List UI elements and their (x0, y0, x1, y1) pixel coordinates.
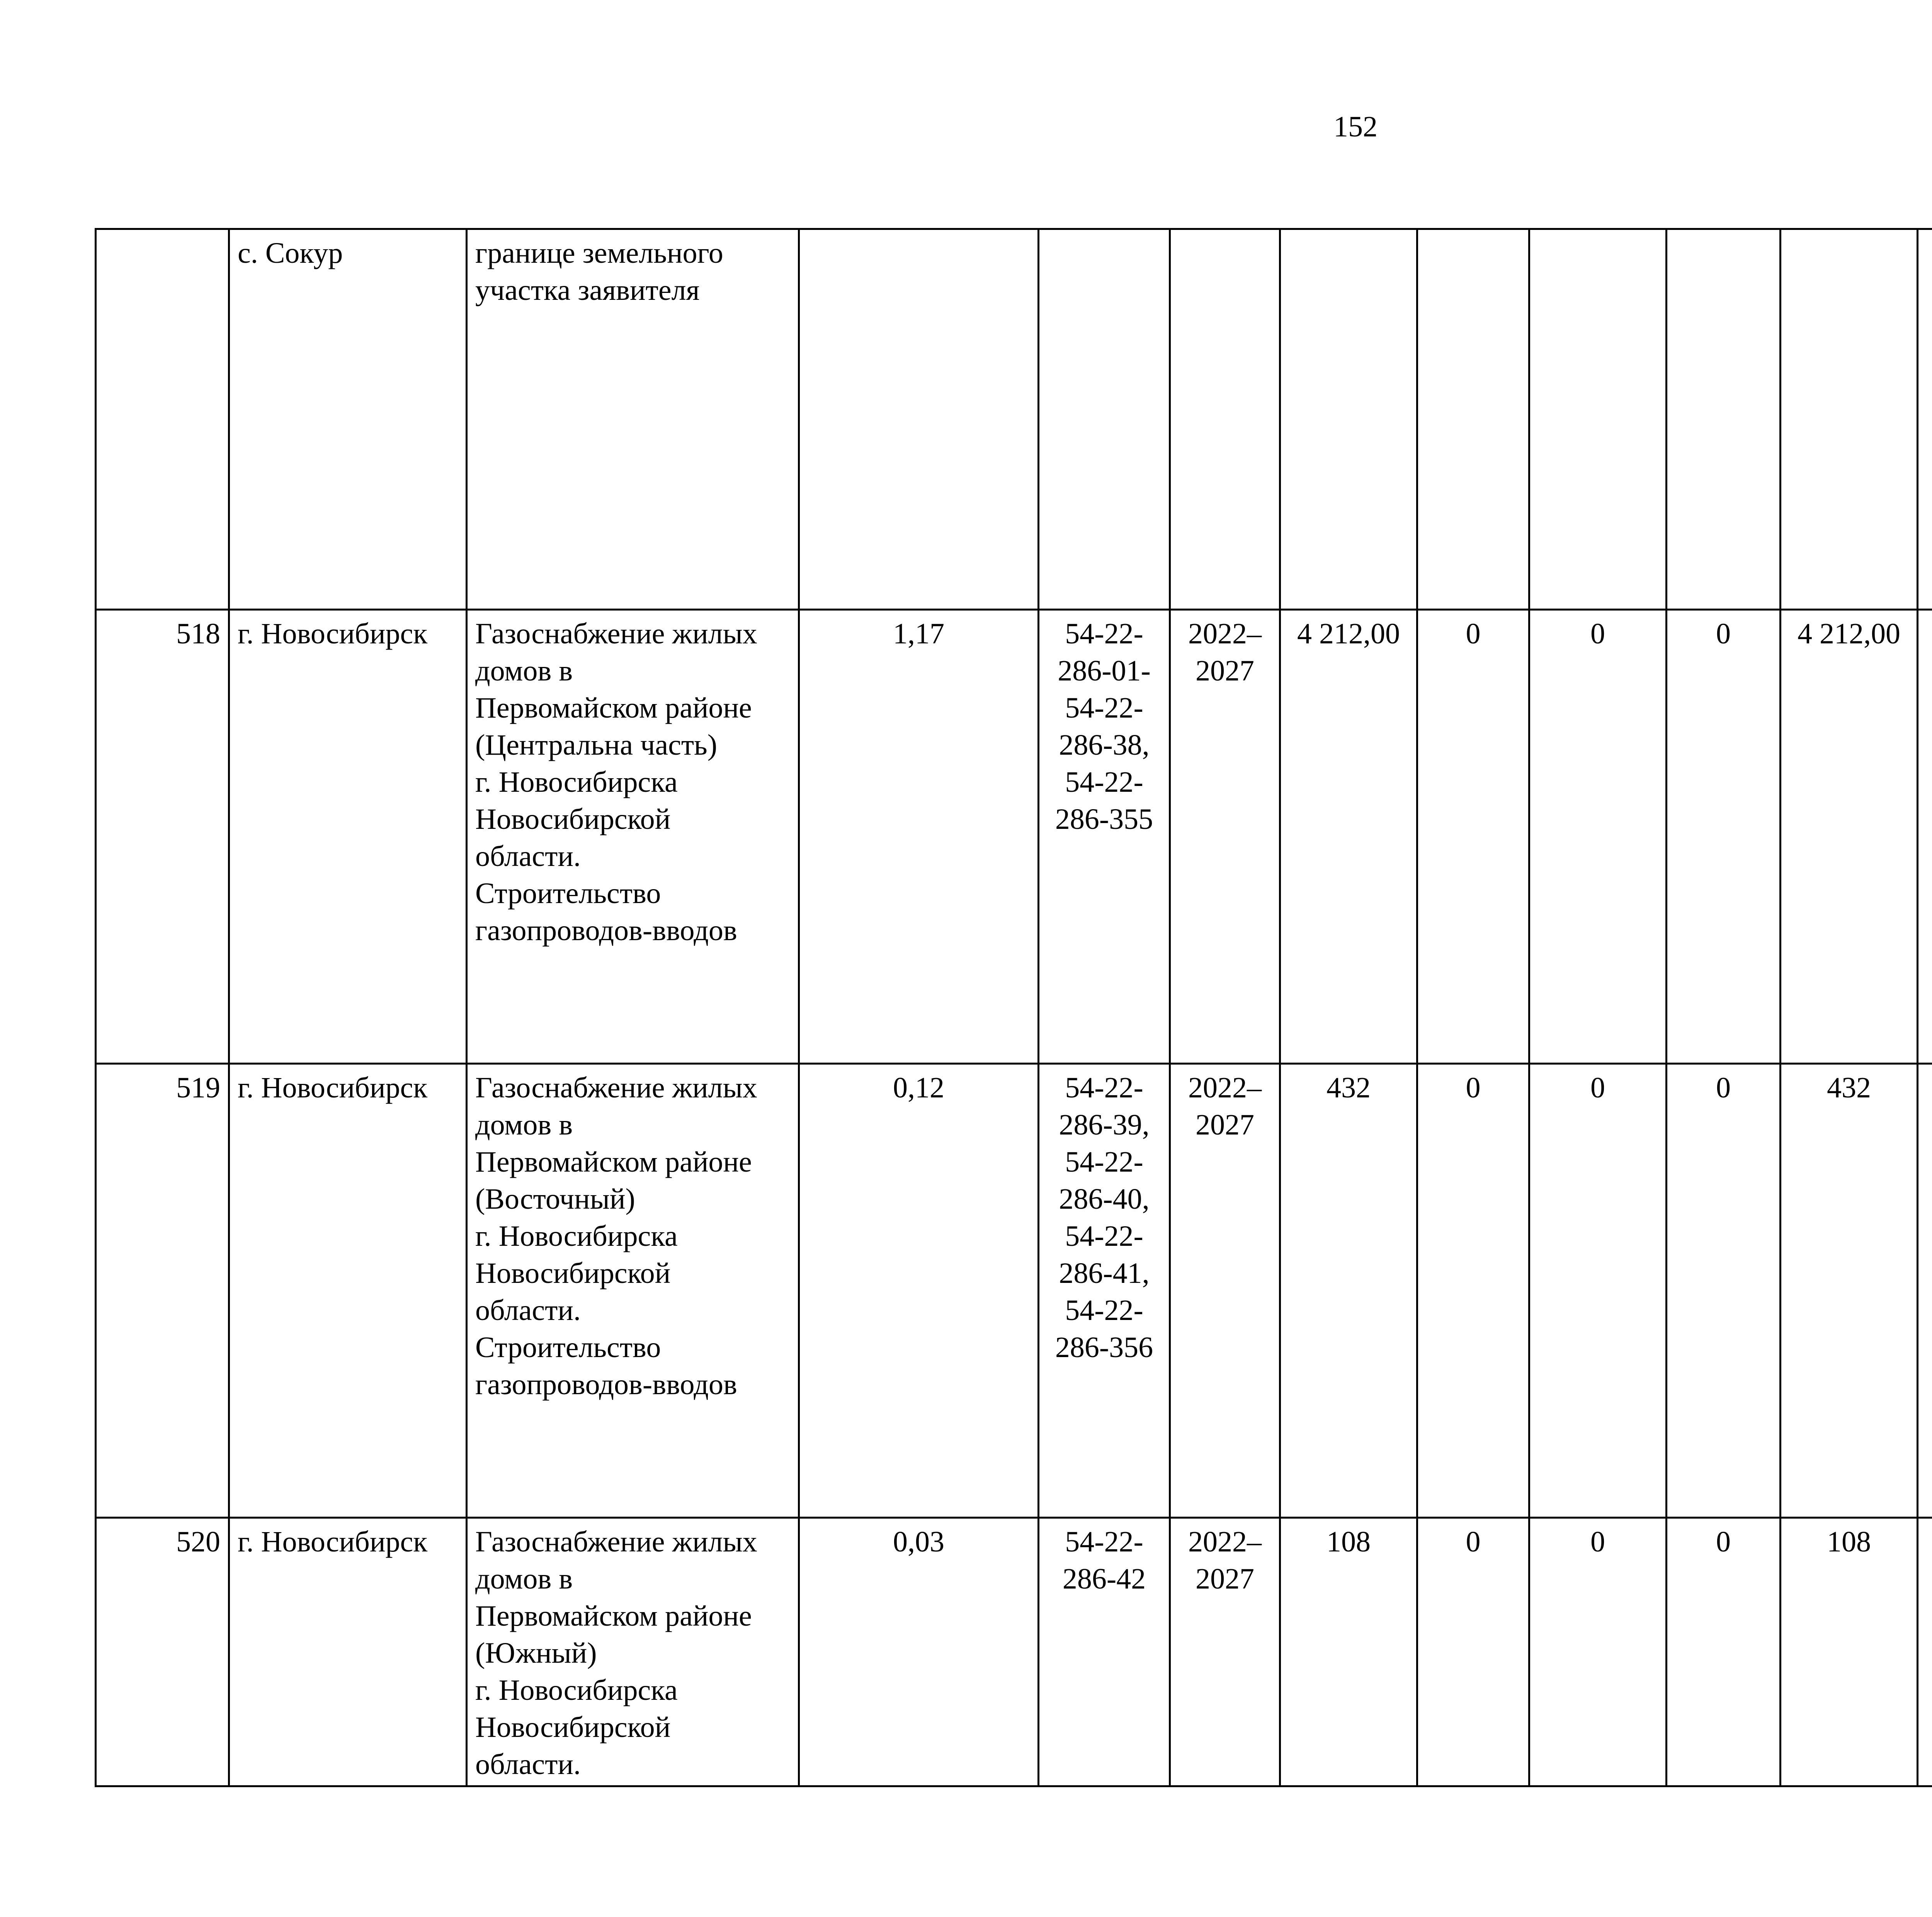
cell-object (467, 610, 799, 1064)
cell-settlement: г. Новосибирск (229, 1064, 467, 1518)
cell-ids-line: 286-42 (1062, 1563, 1146, 1595)
cell-settlement: г. Новосибирск (229, 1518, 467, 1786)
gasification-table (95, 228, 1932, 1787)
cell-years-line: 2022– (1188, 1526, 1262, 1558)
cell-total: 4 212,00 (1280, 610, 1417, 1064)
cell-fund-3 (1667, 229, 1781, 610)
cell-object-line: (Центральна часть) (475, 729, 717, 761)
cell-organization (1918, 1064, 1932, 1518)
cell-fund-4: 108 (1781, 1518, 1918, 1786)
cell-fund-4: 432 (1781, 1064, 1918, 1518)
cell-ids (1039, 1518, 1170, 1786)
cell-object (467, 1518, 799, 1786)
cell-years-line: 2022– (1188, 617, 1262, 650)
cell-number: 518 (96, 610, 229, 1064)
cell-years (1170, 610, 1280, 1064)
cell-ids-line: 54-22- (1065, 766, 1143, 798)
cell-object-line: домов в (475, 655, 573, 687)
cell-settlement: с. Сокур (229, 229, 467, 610)
table-row (96, 1518, 1932, 1786)
cell-ids-line: 286-355 (1055, 803, 1153, 835)
cell-object-line: Новосибирской (475, 803, 671, 835)
cell-total (1280, 229, 1417, 610)
cell-object-line: Газоснабжение жилых (475, 617, 757, 650)
cell-object-line: Строительство (475, 877, 661, 910)
cell-ids (1039, 610, 1170, 1064)
cell-object-line: Первомайском районе (475, 1600, 752, 1632)
cell-object-line: домов в (475, 1109, 573, 1141)
cell-ids-line: 286-40, (1059, 1183, 1150, 1215)
cell-fund-2: 0 (1529, 610, 1667, 1064)
cell-ids-line: 286-01- (1058, 655, 1151, 687)
cell-organization-line (1926, 689, 1932, 726)
cell-object-line: Строительство (475, 1331, 661, 1364)
cell-length: 0,12 (799, 1064, 1039, 1518)
cell-years-line: 2027 (1196, 655, 1254, 687)
cell-settlement: г. Новосибирск (229, 610, 467, 1064)
cell-number: 519 (96, 1064, 229, 1518)
cell-organization-line (1926, 1523, 1932, 1560)
cell-ids-line: 54-22- (1065, 617, 1143, 650)
cell-organization (1918, 1518, 1932, 1786)
cell-length: 0,03 (799, 1518, 1039, 1786)
cell-years (1170, 1518, 1280, 1786)
cell-organization-line (1926, 1143, 1932, 1180)
cell-organization-line (1926, 1560, 1932, 1597)
cell-years (1170, 229, 1280, 610)
cell-object-line: г. Новосибирска (475, 766, 678, 798)
cell-object-line: домов в (475, 1563, 573, 1595)
cell-organization-line (1926, 615, 1932, 652)
cell-object-line: Первомайском районе (475, 692, 752, 724)
cell-object-line: (Восточный) (475, 1183, 635, 1215)
cell-ids-line: 54-22- (1065, 1072, 1143, 1104)
cell-object-line: газопроводов-вводов (475, 914, 737, 947)
cell-object (467, 1064, 799, 1518)
table-row (96, 229, 1932, 610)
cell-fund-1: 0 (1417, 610, 1529, 1064)
cell-organization (1918, 229, 1932, 610)
cell-organization-line (1926, 235, 1932, 272)
cell-object-line: г. Новосибирска (475, 1220, 678, 1252)
cell-ids-line: 286-38, (1059, 729, 1150, 761)
cell-fund-2: 0 (1529, 1518, 1667, 1786)
cell-fund-2: 0 (1529, 1064, 1667, 1518)
page-number: 152 (1333, 111, 1378, 143)
cell-fund-3: 0 (1667, 610, 1781, 1064)
cell-organization-line (1926, 1106, 1932, 1143)
cell-object-line: области. (475, 840, 581, 873)
cell-fund-1: 0 (1417, 1064, 1529, 1518)
cell-years (1170, 1064, 1280, 1518)
cell-fund-4 (1781, 229, 1918, 610)
cell-object-line: Новосибирской (475, 1711, 671, 1744)
cell-ids-line: 54-22- (1065, 1294, 1143, 1327)
cell-organization-line (1926, 652, 1932, 689)
cell-years-line: 2027 (1196, 1563, 1254, 1595)
cell-ids-line: 54-22- (1065, 692, 1143, 724)
cell-ids (1039, 229, 1170, 610)
cell-ids-line: 54-22- (1065, 1220, 1143, 1252)
cell-organization-line (1926, 1597, 1932, 1635)
cell-fund-1: 0 (1417, 1518, 1529, 1786)
table-body (96, 229, 1932, 1786)
cell-object-line: границе земельного (475, 237, 723, 269)
cell-years-line: 2027 (1196, 1109, 1254, 1141)
cell-fund-1 (1417, 229, 1529, 610)
cell-object-line: области. (475, 1294, 581, 1327)
cell-years-line: 2022– (1188, 1072, 1262, 1104)
cell-object-line: области. (475, 1748, 581, 1781)
cell-object-line: Газоснабжение жилых (475, 1072, 757, 1104)
cell-ids-line: 286-39, (1059, 1109, 1150, 1141)
cell-organization-line (1926, 1069, 1932, 1106)
cell-fund-2 (1529, 229, 1667, 610)
cell-organization (1918, 610, 1932, 1064)
cell-ids-line: 286-41, (1059, 1257, 1150, 1289)
cell-total: 108 (1280, 1518, 1417, 1786)
table-row (96, 1064, 1932, 1518)
cell-length (799, 229, 1039, 610)
cell-length: 1,17 (799, 610, 1039, 1064)
cell-fund-3: 0 (1667, 1064, 1781, 1518)
cell-object-line: Первомайском районе (475, 1146, 752, 1178)
cell-number: 520 (96, 1518, 229, 1786)
cell-ids-line: 54-22- (1065, 1146, 1143, 1178)
cell-object-line: участка заявителя (475, 274, 700, 306)
cell-object-line: газопроводов-вводов (475, 1368, 737, 1401)
cell-ids-line: 286-356 (1055, 1331, 1153, 1364)
cell-total: 432 (1280, 1064, 1417, 1518)
cell-object-line: г. Новосибирска (475, 1674, 678, 1706)
cell-object-line: (Южный) (475, 1637, 597, 1669)
cell-ids-line: 54-22- (1065, 1526, 1143, 1558)
cell-number (96, 229, 229, 610)
cell-fund-3: 0 (1667, 1518, 1781, 1786)
cell-object-line: Газоснабжение жилых (475, 1526, 757, 1558)
cell-object-line: Новосибирской (475, 1257, 671, 1289)
cell-fund-4: 4 212,00 (1781, 610, 1918, 1064)
table-row (96, 610, 1932, 1064)
cell-object (467, 229, 799, 610)
cell-ids (1039, 1064, 1170, 1518)
